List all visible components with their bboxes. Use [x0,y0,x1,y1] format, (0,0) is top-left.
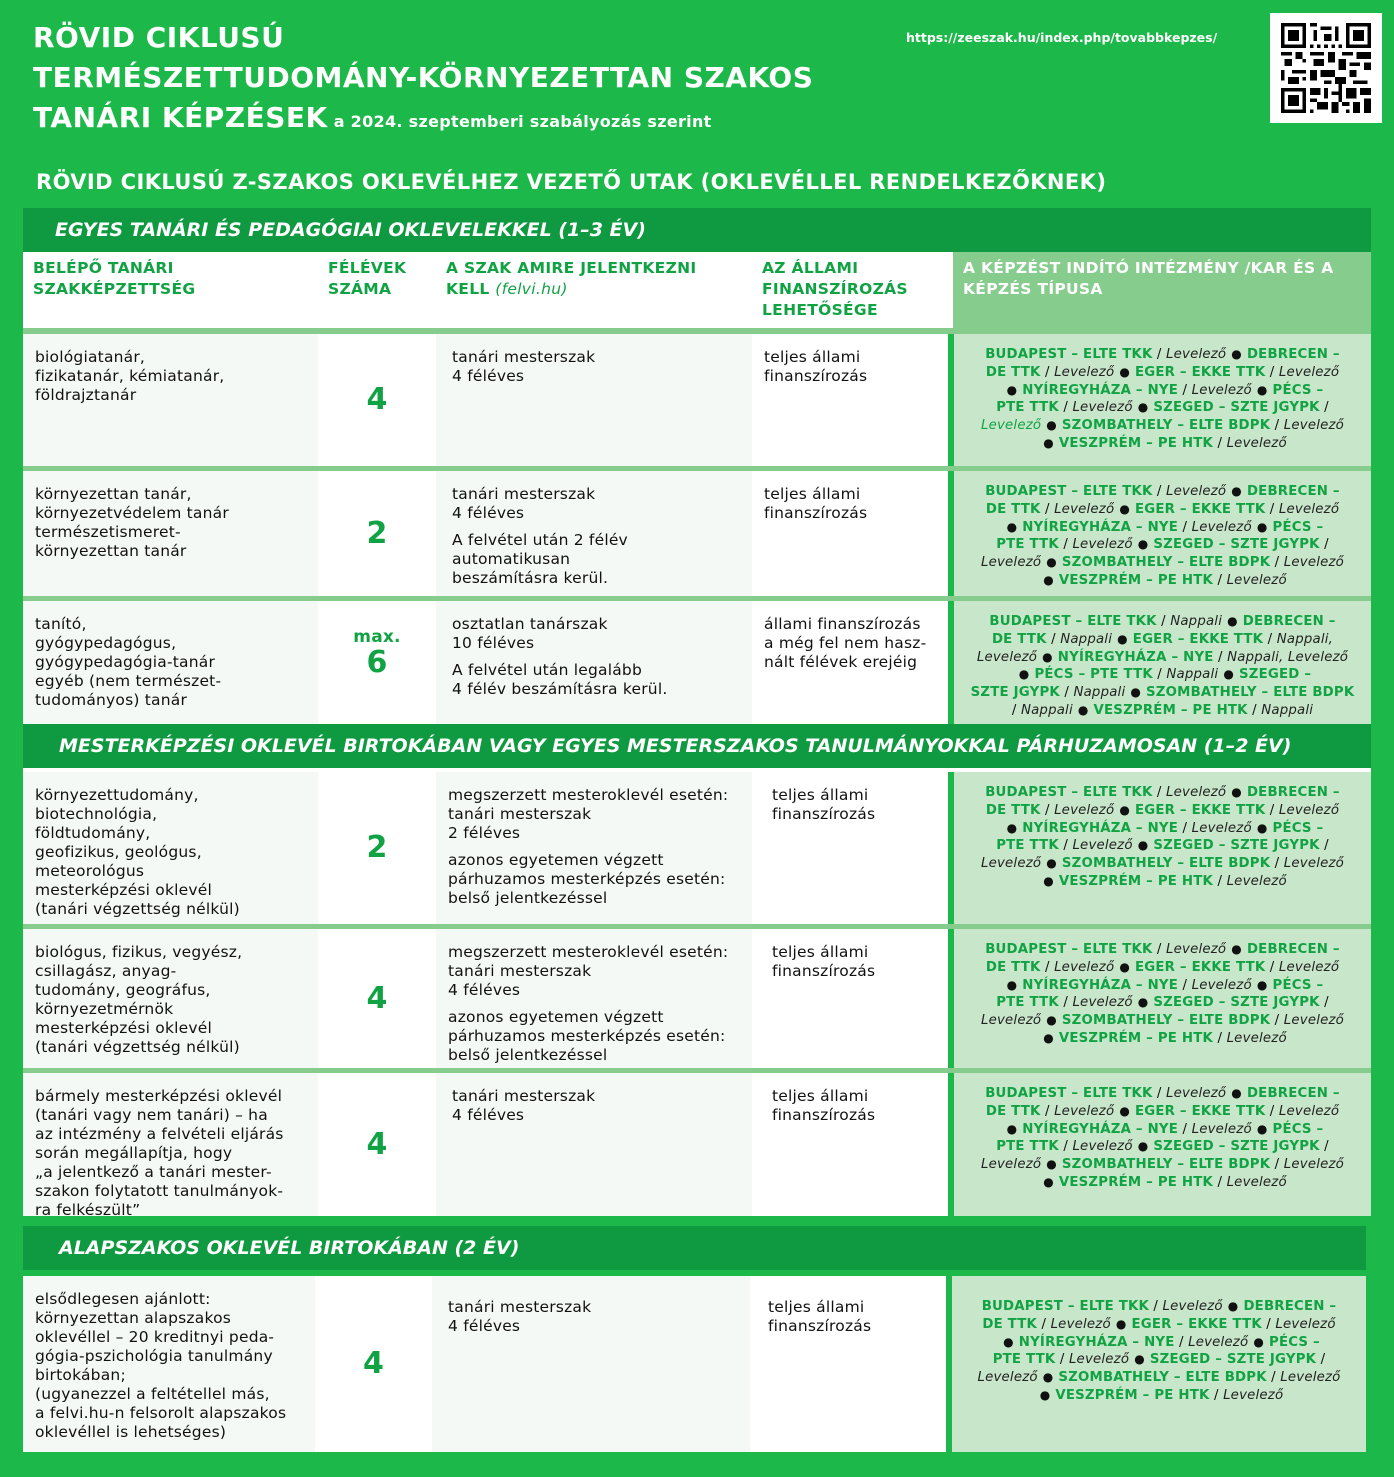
program-cell [436,334,752,466]
funding-cell [752,601,948,726]
funding-line: teljes állami [764,348,861,366]
entry-line: tudományos) tanár [35,691,188,709]
inst-debrecen[interactable]: DE TTK [991,631,1047,647]
semesters-value: 4 [362,1346,385,1381]
inst-szombathely[interactable]: SZOMBATHELY – ELTE BDPK [1146,685,1355,701]
inst-nyiregyhaza[interactable]: NYÍREGYHÁZA – NYE [1022,820,1179,836]
entry-line: környezetmérnök [35,1000,174,1018]
semesters-prefix: max. [353,627,401,647]
section-title: MESTERKÉPZÉSI OKLEVÉL BIRTOKÁBAN VAGY EGYES MESTERSZAKOS TANULMÁNYOKKAL PÁRHUZAMOSAN (1–2 ÉV) [23,724,1371,768]
entry-line: mesterképzési oklevél [35,881,212,899]
inst-debrecen[interactable]: DE TTK [982,1316,1038,1332]
program-line: tanári mesterszak [452,348,596,366]
type-label: Levelező [1188,1334,1249,1350]
section-rows [23,328,1371,726]
col-header-program-label: A SZAK AMIRE JELENTKEZNI KELL [446,259,697,298]
program-line: megszerzett mesteroklevél esetén: [448,786,729,804]
program-line: osztatlan tanárszak [452,615,608,633]
table-row [23,1276,1366,1452]
inst-pecs[interactable]: PÉCS – [1272,1121,1324,1137]
inst-nyiregyhaza[interactable]: NYÍREGYHÁZA – NYE [1022,382,1179,398]
inst-debrecen[interactable]: DEBRECEN – [1246,1086,1340,1101]
semesters-value: 4 [366,1126,388,1162]
col-header-program [436,252,752,328]
inst-nyiregyhaza[interactable]: NYÍREGYHÁZA – NYE [1057,649,1214,665]
inst-debrecen[interactable]: DEBRECEN – [1243,1299,1337,1314]
page-title [33,18,813,142]
inst-veszprem[interactable]: VESZPRÉM – PE HTK [1055,1387,1210,1403]
entry-line: fizikatanár, kémiatanár, [35,367,225,385]
inst-nyiregyhaza[interactable]: NYÍREGYHÁZA – NYE [1022,977,1179,993]
entry-line: ra felkészült” [35,1201,141,1219]
program-note-line: párhuzamos mesterképzés esetén: [448,870,726,888]
type-label: Levelező [1191,977,1252,993]
table-row [23,334,1371,466]
type-label: Levelező [1166,484,1227,499]
institutions-cell: BUDAPEST – ELTE TKK / Levelező ● DEBRECEN – DE TTK / Levelező ● EGER – EKKE TTK / Levelező ● NYÍREGYHÁZA – NYE / Levelező ● PÉCS – PTE TTK / Levelező ● SZEGED – SZTE JGYPK / Levelező ● SZOMBATHELY – ELTE BDPK / Levelező ● VESZPRÉM – PE HTK / Levelező [952,1276,1366,1452]
inst-szombathely[interactable]: SZOMBATHELY – ELTE BDPK [1061,555,1271,571]
funding-line: a még fel nem hasz- [764,634,927,652]
inst-debrecen[interactable]: DEBRECEN – [1242,614,1336,629]
funding-line: teljes állami [764,485,861,503]
program-note-line: beszámításra kerül. [452,569,609,587]
type-label: Nappali [1170,614,1223,629]
inst-debrecen[interactable]: DE TTK [985,501,1041,517]
entry-line: környezettan tanár, [35,485,192,503]
inst-veszprem[interactable]: VESZPRÉM – PE HTK [1058,435,1214,451]
inst-nyiregyhaza[interactable]: NYÍREGYHÁZA – NYE [1022,519,1179,535]
inst-budapest[interactable]: BUDAPEST – ELTE TKK [985,484,1153,499]
table-row [23,924,1371,1068]
entry-line: „a jelentkező a tanári mester- [35,1163,272,1181]
funding-cell [750,1276,946,1452]
type-label: Nappali [1166,667,1219,683]
program-note-line: azonos egyetemen végzett [448,851,664,869]
funding-line: teljes állami [768,1298,865,1316]
entry-line: környezettan tanár [35,542,187,560]
inst-szeged[interactable]: SZEGED – SZTE JGYPK [1153,537,1320,553]
subtitle: a 2024. szeptemberi szabályozás szerint [333,112,712,131]
type-label: Levelező [1162,1299,1223,1314]
semesters-cell [318,772,436,924]
institutions-cell: BUDAPEST – ELTE TKK / Levelező ● DEBRECEN – DE TTK / Levelező ● EGER – EKKE TTK / Levelező ● NYÍREGYHÁZA – NYE / Levelező ● PÉCS – PTE TTK / Levelező ● SZEGED – SZTE JGYPK / Levelező ● SZOMBATHELY – ELTE BDPK / Levelező ● VESZPRÉM – PE HTK / Levelező [954,1073,1371,1216]
semesters-value: 4 [366,980,388,1016]
type-label: Levelező [1054,501,1115,517]
inst-szeged[interactable]: SZEGED – SZTE JGYPK [1149,1352,1317,1368]
type-label: Nappali [1020,702,1073,718]
type-label: Levelező [1054,959,1115,975]
table-row [23,772,1371,924]
type-label: Levelező [1166,1086,1227,1101]
type-label: Levelező [1283,555,1344,571]
entry-line: (tanári végzettség nélkül) [35,900,240,918]
type-label: Levelező [1191,1121,1252,1137]
funding-line: finanszírozás [768,1317,872,1335]
inst-szeged[interactable]: SZEGED – SZTE JGYPK [1153,1139,1320,1155]
program-line: 4 féléves [448,981,521,999]
entry-cell [23,471,318,596]
program-line: 4 féléves [452,367,525,385]
type-label: Levelező [1166,785,1227,800]
entry-line: bármely mesterképzési oklevél [35,1087,283,1105]
program-note-line: belső jelentkezéssel [448,1046,608,1064]
institutions-cell: BUDAPEST – ELTE TKK / Levelező ● DEBRECEN – DE TTK / Levelező ● EGER – EKKE TTK / Levelező ● NYÍREGYHÁZA – NYE / Levelező ● PÉCS – PTE TTK / Levelező ● SZEGED – SZTE JGYPK / Levelező ● SZOMBATHELY – ELTE BDPK / Levelező ● VESZPRÉM – PE HTK / Levelező [954,772,1371,924]
inst-pecs[interactable]: PTE TTK [992,1352,1056,1368]
type-label: Levelező [1166,942,1227,957]
inst-eger[interactable]: EGER – EKKE TTK [1134,959,1266,975]
inst-pecs[interactable]: PTE TTK [996,1139,1059,1155]
semesters-cell [315,1276,432,1452]
col-header-funding: AZ ÁLLAMI FINANSZÍROZÁS LEHETŐSÉGE [762,259,908,319]
funding-line: teljes állami [772,943,869,961]
semesters-cell [318,929,436,1068]
funding-line: nált félévek erejéig [764,653,918,671]
main-heading: RÖVID CIKLUSÚ Z-SZAKOS OKLEVÉLHEZ VEZETŐ UTAK (OKLEVÉLLEL RENDELKEZŐKNEK) [36,170,1107,194]
inst-eger[interactable]: EGER – EKKE TTK [1134,501,1266,517]
inst-budapest[interactable]: BUDAPEST – ELTE TKK [985,942,1153,957]
section-title: EGYES TANÁRI ÉS PEDAGÓGIAI OKLEVELEKKEL (1–3 ÉV) [23,208,1371,252]
type-label: Levelező [1068,1352,1130,1368]
type-label: Levelező [1283,856,1344,872]
program-cell [436,929,752,1068]
program-line: 4 féléves [448,1317,521,1335]
program-note-line: automatikusan [452,550,571,568]
inst-pecs[interactable]: PÉCS – [1272,977,1324,993]
entry-line: tanító, [35,615,87,633]
entry-line: földrajztanár [35,386,137,404]
type-label: Levelező [1226,1030,1287,1046]
type-label: Nappali [1261,702,1314,718]
inst-szeged[interactable]: SZTE JGYPK [970,685,1060,701]
entry-line: (tanári vagy nem tanári) – ha [35,1106,268,1124]
semesters-cell [318,471,436,596]
inst-eger[interactable]: EGER – EKKE TTK [1134,802,1266,818]
semesters-value: 2 [366,830,388,865]
entry-line: az intézmény a felvételi eljárás [35,1125,284,1143]
entry-cell [23,334,318,466]
entry-line: oklevéllel – 20 kreditnyi peda- [35,1328,275,1346]
program-note-line: 4 félév beszámításra kerül. [452,680,668,698]
program-note-line: azonos egyetemen végzett [448,1008,664,1026]
section-title: ALAPSZAKOS OKLEVÉL BIRTOKÁBAN (2 ÉV) [23,1226,1366,1270]
inst-szombathely[interactable]: SZOMBATHELY – ELTE BDPK [1061,856,1271,872]
inst-veszprem[interactable]: VESZPRÉM – PE HTK [1093,702,1248,718]
type-label: Levelező [1283,1013,1344,1029]
funding-line: finanszírozás [764,504,868,522]
entry-line: birtokában; [35,1366,126,1384]
institutions-cell: BUDAPEST – ELTE TKK / Levelező ● DEBRECEN – DE TTK / Levelező ● EGER – EKKE TTK / Levelező ● NYÍREGYHÁZA – NYE / Levelező ● PÉCS – PTE TTK / Levelező ● SZEGED – SZTE JGYPK / Levelező ● SZOMBATHELY – ELTE BDPK / Levelező ● VESZPRÉM – PE HTK / Levelező [954,929,1371,1068]
inst-debrecen[interactable]: DE TTK [985,802,1041,818]
type-label: Levelező [1191,820,1252,836]
entry-line: során megállapítja, hogy [35,1144,233,1162]
type-label: Nappali [1060,631,1113,647]
inst-budapest[interactable]: BUDAPEST – ELTE TKK [981,1299,1149,1314]
inst-budapest[interactable]: BUDAPEST – ELTE TKK [989,614,1157,629]
entry-line: elsődlegesen ajánlott: [35,1290,211,1308]
type-label: Levelező [1054,802,1115,818]
entry-cell [23,1073,318,1219]
inst-nyiregyhaza[interactable]: NYÍREGYHÁZA – NYE [1018,1334,1175,1350]
entry-line: természetismeret- [35,523,181,541]
entry-cell [23,1276,315,1452]
entry-line: gyógypedagógus, [35,634,177,652]
entry-line: (ugyanezzel a feltétellel más, [35,1385,270,1403]
type-label: Levelező [1283,418,1344,434]
type-label: Levelező [1191,519,1252,535]
inst-budapest[interactable]: BUDAPEST – ELTE TKK [985,347,1153,362]
semesters-value: 6 [366,645,388,680]
inst-eger[interactable]: EGER – EKKE TTK [1134,364,1266,380]
table-row [23,596,1371,726]
program-line: tanári mesterszak [448,962,592,980]
inst-debrecen[interactable]: DE TTK [985,959,1041,975]
type-label: Levelező [980,1013,1042,1029]
entry-line: egyéb (nem természet- [35,672,222,690]
funding-cell [752,772,948,924]
inst-debrecen[interactable]: DEBRECEN – [1246,942,1340,957]
program-note-line: A felvétel után legalább [452,661,642,679]
type-label: Levelező [1072,1139,1133,1155]
inst-szombathely[interactable]: SZOMBATHELY – ELTE BDPK [1061,1013,1271,1029]
type-label: Levelező [1280,1370,1341,1386]
funding-line: finanszírozás [772,1106,876,1124]
inst-budapest[interactable]: BUDAPEST – ELTE TKK [985,785,1153,800]
inst-pecs[interactable]: PÉCS – [1272,382,1324,398]
entry-line: csillagász, anyag- [35,962,177,980]
entry-line: mesterképzési oklevél [35,1019,212,1037]
inst-pecs[interactable]: PTE TTK [996,400,1059,416]
funding-line: állami finanszírozás [764,615,921,633]
col-header-semesters: FÉLÉVEK SZÁMA [328,259,407,298]
type-label: Levelező [1278,501,1340,517]
entry-line: földtudomány, [35,824,151,842]
type-label: Levelező [1226,572,1287,588]
inst-szeged[interactable]: SZEGED – SZTE JGYPK [1153,400,1320,416]
funding-cell [752,1073,948,1216]
type-label: Levelező [1278,802,1340,818]
program-note-line: belső jelentkezéssel [448,889,608,907]
col-header-program-note: (felvi.hu) [495,280,568,298]
entry-line: biotechnológia, [35,805,158,823]
institutions-cell: BUDAPEST – ELTE TKK / Levelező ● DEBRECEN – DE TTK / Levelező ● EGER – EKKE TTK / Levelező ● NYÍREGYHÁZA – NYE / Levelező ● PÉCS – PTE TTK / Levelező ● SZEGED – SZTE JGYPK / Levelező ● SZOMBATHELY – ELTE BDPK / Levelező ● VESZPRÉM – PE HTK / Levelező [954,334,1371,466]
inst-szombathely[interactable]: SZOMBATHELY – ELTE BDPK [1058,1370,1267,1386]
section-teacher-diplomas [23,208,1371,726]
type-label: Levelező [980,418,1042,434]
type-label: Levelező [980,856,1042,872]
entry-line: a felvi.hu-n felsorolt alapszakos [35,1404,287,1422]
section-rows [23,1270,1366,1452]
inst-pecs[interactable]: PTE TTK [996,537,1059,553]
type-label: Levelező [980,555,1042,571]
entry-line: gyógypedagógia-tanár [35,653,216,671]
semesters-value: 2 [366,515,388,551]
type-label: Levelező [1072,995,1133,1011]
inst-debrecen[interactable]: DE TTK [985,1103,1041,1119]
type-label: Levelező [1054,1103,1115,1119]
inst-pecs[interactable]: PTE TTK [996,995,1059,1011]
type-label: Levelező [1223,1387,1284,1403]
funding-line: finanszírozás [772,805,876,823]
entry-line: környezettan alapszakos [35,1309,232,1327]
entry-cell [23,601,318,726]
inst-eger[interactable]: EGER – EKKE TTK [1134,1103,1266,1119]
inst-szeged[interactable]: SZEGED – [1239,667,1312,683]
type-label: Levelező [1226,873,1287,889]
program-line: tanári mesterszak [452,485,596,503]
inst-szeged[interactable]: SZEGED – SZTE JGYPK [1153,995,1320,1011]
inst-debrecen[interactable]: DEBRECEN – [1246,484,1340,499]
semesters-cell [318,334,436,466]
type-label: Levelező [1191,382,1252,398]
entry-cell [23,929,318,1068]
program-cell [436,1073,752,1216]
program-line: 2 féléves [448,824,521,842]
section-master-diplomas [23,724,1371,1219]
inst-veszprem[interactable]: VESZPRÉM – PE HTK [1058,1174,1214,1190]
type-label: Levelező [1072,400,1133,416]
entry-line: környezetvédelem tanár [35,504,229,522]
type-label: Levelező [1226,435,1287,451]
inst-pecs[interactable]: PÉCS – [1269,1334,1320,1350]
type-label: Nappali, Levelező [1227,649,1349,665]
type-label: Levelező [1072,537,1133,553]
inst-debrecen[interactable]: DEBRECEN – [1246,347,1340,362]
entry-line: biológiatanár, [35,348,146,366]
entry-line: környezettudomány, [35,786,199,804]
qr-code-icon[interactable] [1270,13,1382,123]
type-label: Levelező [1278,1103,1340,1119]
funding-line: finanszírozás [764,367,868,385]
program-line: 10 féléves [452,634,535,652]
type-label: Levelező [976,649,1038,665]
program-line: megszerzett mesteroklevél esetén: [448,943,729,961]
type-label: Levelező [980,1157,1042,1173]
institutions-cell: BUDAPEST – ELTE TKK / Nappali ● DEBRECEN – DE TTK / Nappali ● EGER – EKKE TTK / Nappali, Levelező ● NYÍREGYHÁZA – NYE / Nappali, Levelező ● PÉCS – PTE TTK / Nappali ● SZEGED – SZTE JGYPK / Nappali ● SZOMBATHELY – ELTE BDPK / Nappali ● VESZPRÉM – PE HTK / Nappali [954,601,1371,726]
funding-cell [752,334,948,466]
inst-pecs[interactable]: PÉCS – PTE TTK [1034,667,1153,683]
title-line-3: TANÁRI KÉPZÉSEK [33,101,328,134]
title-line-1: RÖVID CIKLUSÚ [33,21,285,54]
inst-veszprem[interactable]: VESZPRÉM – PE HTK [1058,873,1214,889]
entry-line: tudomány, geográfus, [35,981,211,999]
table-row [23,1068,1371,1219]
inst-eger[interactable]: EGER – EKKE TTK [1131,1316,1262,1332]
type-label: Levelező [977,1370,1038,1386]
inst-eger[interactable]: EGER – EKKE TTK [1132,631,1264,647]
inst-veszprem[interactable]: VESZPRÉM – PE HTK [1058,572,1214,588]
entry-line: biológus, fizikus, vegyész, [35,943,243,961]
entry-line: meteorológus [35,862,145,880]
entry-cell [23,772,318,924]
program-cell [436,601,752,726]
institutions-cell: BUDAPEST – ELTE TKK / Levelező ● DEBRECEN – DE TTK / Levelező ● EGER – EKKE TTK / Levelező ● NYÍREGYHÁZA – NYE / Levelező ● PÉCS – PTE TTK / Levelező ● SZEGED – SZTE JGYPK / Levelező ● SZOMBATHELY – ELTE BDPK / Levelező ● VESZPRÉM – PE HTK / Levelező [954,471,1371,596]
inst-pecs[interactable]: PTE TTK [996,838,1059,854]
inst-debrecen[interactable]: DEBRECEN – [1246,785,1340,800]
entry-line: szakon folytatott tanulmányok- [35,1182,284,1200]
inst-budapest[interactable]: BUDAPEST – ELTE TKK [985,1086,1153,1101]
col-header-entry: BELÉPŐ TANÁRI SZAKKÉPZETTSÉG [33,259,196,298]
funding-line: teljes állami [772,786,869,804]
col-header-institution: A KÉPZÉST INDÍTÓ INTÉZMÉNY /KAR ÉS A KÉPZÉS TÍPUSA [953,252,1371,328]
type-label: Levelező [1278,959,1340,975]
semesters-cell [318,601,436,726]
funding-cell [752,471,948,596]
entry-line: (tanári végzettség nélkül) [35,1038,240,1056]
type-label: Levelező [1278,364,1340,380]
inst-szeged[interactable]: SZEGED – SZTE JGYPK [1153,838,1320,854]
inst-debrecen[interactable]: DE TTK [985,364,1041,380]
inst-pecs[interactable]: PÉCS – [1272,519,1324,535]
program-line: 4 féléves [452,504,525,522]
type-label: Levelező [1054,364,1115,380]
table-row [23,466,1371,596]
type-label: Levelező [1050,1316,1111,1332]
program-line: 4 féléves [452,1106,525,1124]
program-line: tanári mesterszak [448,805,592,823]
entry-line: gógia-pszichológia tanulmány [35,1347,273,1365]
program-note-line: A felvétel után 2 félév [452,531,628,549]
program-line: tanári mesterszak [452,1087,596,1105]
section-bachelor-diploma [23,1226,1366,1452]
entry-line: geofizikus, geológus, [35,843,202,861]
type-label: Levelező [1283,1157,1344,1173]
semesters-value: 4 [366,382,388,417]
type-label: Levelező [1275,1316,1336,1332]
semesters-cell [318,1073,436,1216]
program-line: tanári mesterszak [448,1298,592,1316]
funding-cell [752,929,948,1068]
type-label: Nappali [1073,685,1126,701]
program-cell [432,1276,750,1452]
program-note-line: párhuzamos mesterképzés esetén: [448,1027,726,1045]
type-label: Nappali, [1276,631,1334,647]
program-cell [436,772,752,924]
title-line-2: TERMÉSZETTUDOMÁNY-KÖRNYEZETTAN SZAKOS [33,61,814,94]
funding-line: teljes állami [772,1087,869,1105]
inst-veszprem[interactable]: VESZPRÉM – PE HTK [1058,1030,1214,1046]
type-label: Levelező [1226,1174,1287,1190]
type-label: Levelező [1166,347,1227,362]
url-link[interactable]: https://zeeszak.hu/index.php/tovabbkepzes/ [906,30,1218,45]
entry-line: oklevéllel is lehetséges) [35,1423,227,1441]
column-headers [23,252,1371,328]
inst-pecs[interactable]: PÉCS – [1272,820,1324,836]
section-rows [23,768,1371,1219]
funding-line: finanszírozás [772,962,876,980]
inst-nyiregyhaza[interactable]: NYÍREGYHÁZA – NYE [1022,1121,1179,1137]
inst-szombathely[interactable]: SZOMBATHELY – ELTE BDPK [1061,418,1271,434]
program-cell [436,471,752,596]
inst-szombathely[interactable]: SZOMBATHELY – ELTE BDPK [1061,1157,1271,1173]
type-label: Levelező [1072,838,1133,854]
